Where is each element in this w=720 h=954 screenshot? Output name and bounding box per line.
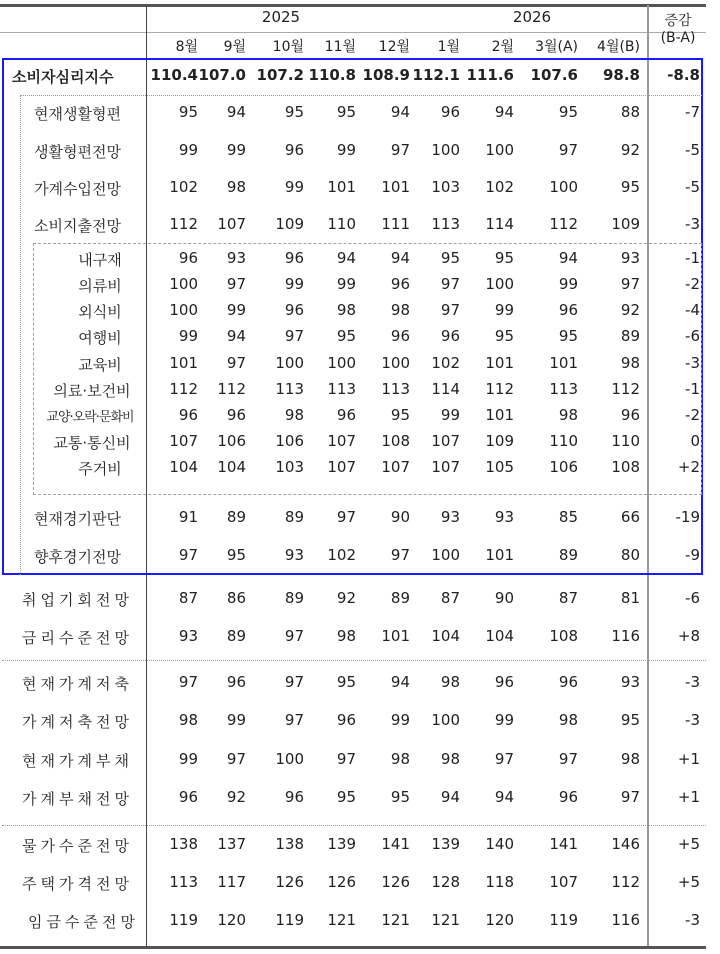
value-cell: 107: [431, 458, 460, 476]
value-cell: 96: [390, 327, 410, 345]
value-cell: 98: [178, 711, 198, 729]
value-cell: 93: [178, 627, 198, 645]
value-cell: 97: [558, 750, 578, 768]
value-cell: 94: [390, 673, 410, 691]
value-cell: 98: [390, 301, 410, 319]
value-cell: 107.6: [530, 66, 578, 84]
diff-cell: -1: [685, 380, 700, 398]
value-cell: 92: [336, 589, 356, 607]
row-label: 가계부채전망: [22, 790, 133, 808]
value-cell: 96: [558, 301, 578, 319]
diff-cell: -4: [685, 301, 700, 319]
month-header: 8월: [175, 39, 198, 55]
value-cell: 95: [284, 103, 304, 121]
value-cell: 96: [440, 103, 460, 121]
value-cell: 100: [327, 354, 356, 372]
diff-cell: +1: [677, 750, 700, 768]
value-cell: 99: [284, 275, 304, 293]
value-cell: 97: [620, 275, 640, 293]
value-cell: 101: [549, 354, 578, 372]
value-cell: 112: [611, 873, 640, 891]
value-cell: 109: [275, 215, 304, 233]
value-cell: 99: [226, 141, 246, 159]
value-cell: 101: [381, 627, 410, 645]
value-cell: 126: [275, 873, 304, 891]
value-cell: 89: [284, 589, 304, 607]
value-cell: 113: [431, 215, 460, 233]
value-cell: 93: [440, 508, 460, 526]
value-cell: 98: [440, 673, 460, 691]
value-cell: 80: [620, 546, 640, 564]
row-label: 소비자심리지수: [12, 68, 114, 86]
value-cell: 89: [284, 508, 304, 526]
value-cell: 99: [440, 406, 460, 424]
value-cell: 111: [381, 215, 410, 233]
year-header-2025: 2025: [261, 8, 301, 26]
value-cell: 113: [549, 380, 578, 398]
value-cell: 107: [431, 432, 460, 450]
diff-cell: -8.8: [667, 66, 700, 84]
value-cell: 120: [485, 911, 514, 929]
header-divider: [0, 32, 146, 33]
value-cell: 110: [327, 215, 356, 233]
diff-cell: -7: [685, 103, 700, 121]
diff-cell: -6: [685, 327, 700, 345]
value-cell: 97: [558, 141, 578, 159]
value-cell: 92: [620, 301, 640, 319]
row-label: 교육비: [78, 356, 122, 374]
value-cell: 96: [178, 249, 198, 267]
diff-cell: -3: [685, 215, 700, 233]
value-cell: 102: [431, 354, 460, 372]
value-cell: 98: [284, 406, 304, 424]
value-cell: 102: [169, 178, 198, 196]
row-label: 현재경기판단: [34, 510, 121, 528]
row-label: 여행비: [78, 329, 122, 347]
value-cell: 93: [284, 546, 304, 564]
month-header: 4월(B): [597, 39, 640, 55]
value-cell: 98: [336, 301, 356, 319]
row-label: 현재생활형편: [34, 105, 121, 123]
value-cell: 119: [169, 911, 198, 929]
diff-cell: +1: [677, 788, 700, 806]
value-cell: 99: [336, 275, 356, 293]
value-cell: 96: [558, 673, 578, 691]
diff-cell: +2: [677, 458, 700, 476]
value-cell: 96: [558, 788, 578, 806]
value-cell: 97: [390, 141, 410, 159]
row-label: 취업기회전망: [22, 591, 133, 609]
row-label: 내구재: [78, 251, 122, 269]
value-cell: 112: [611, 380, 640, 398]
value-cell: 96: [620, 406, 640, 424]
value-cell: 97: [226, 750, 246, 768]
row-label: 외식비: [78, 303, 122, 321]
value-cell: 139: [327, 835, 356, 853]
value-cell: 100: [169, 275, 198, 293]
value-cell: 108: [611, 458, 640, 476]
value-cell: 96: [284, 249, 304, 267]
value-cell: 97: [178, 546, 198, 564]
row-label: 향후경기전망: [34, 548, 121, 566]
value-cell: 98: [336, 627, 356, 645]
row-separator: [2, 825, 706, 826]
value-cell: 96: [226, 673, 246, 691]
value-cell: 100: [275, 750, 304, 768]
value-cell: 96: [284, 301, 304, 319]
value-cell: 98: [558, 711, 578, 729]
value-cell: 89: [390, 589, 410, 607]
diff-cell: -3: [685, 673, 700, 691]
month-header: 3월(A): [535, 39, 578, 55]
value-cell: 138: [275, 835, 304, 853]
value-cell: 100: [431, 141, 460, 159]
value-cell: 138: [169, 835, 198, 853]
row-label: 임금수준전망: [28, 913, 139, 931]
value-cell: 116: [611, 911, 640, 929]
value-cell: 99: [178, 750, 198, 768]
value-cell: 101: [485, 406, 514, 424]
value-cell: 98: [620, 354, 640, 372]
value-cell: 95: [558, 103, 578, 121]
value-cell: 89: [226, 627, 246, 645]
value-cell: 119: [549, 911, 578, 929]
value-cell: 96: [178, 406, 198, 424]
value-cell: 98: [440, 750, 460, 768]
value-cell: 101: [381, 178, 410, 196]
value-cell: 103: [431, 178, 460, 196]
value-cell: 116: [611, 627, 640, 645]
value-cell: 107: [381, 458, 410, 476]
value-cell: 96: [494, 673, 514, 691]
value-cell: 101: [485, 546, 514, 564]
value-cell: 107: [169, 432, 198, 450]
value-cell: 99: [336, 141, 356, 159]
value-cell: 108: [381, 432, 410, 450]
value-cell: 113: [327, 380, 356, 398]
value-cell: 97: [178, 673, 198, 691]
value-cell: 120: [217, 911, 246, 929]
row-label: 의류비: [78, 277, 122, 295]
value-cell: 92: [226, 788, 246, 806]
value-cell: 107.2: [256, 66, 304, 84]
row-label: 교통·통신비: [53, 434, 131, 452]
value-cell: 94: [226, 327, 246, 345]
row-label: 현재가계부채: [22, 752, 133, 770]
value-cell: 102: [485, 178, 514, 196]
value-cell: 107: [327, 458, 356, 476]
value-cell: 100: [275, 354, 304, 372]
value-cell: 96: [336, 711, 356, 729]
value-cell: 103: [275, 458, 304, 476]
value-cell: 137: [217, 835, 246, 853]
value-cell: 100: [485, 141, 514, 159]
value-cell: 94: [440, 788, 460, 806]
diff-cell: -3: [685, 354, 700, 372]
value-cell: 113: [275, 380, 304, 398]
diff-cell: 0: [690, 432, 700, 450]
value-cell: 98: [620, 750, 640, 768]
value-cell: 108: [549, 627, 578, 645]
value-cell: 112: [169, 215, 198, 233]
value-cell: 95: [336, 103, 356, 121]
diff-cell: -5: [685, 141, 700, 159]
value-cell: 141: [549, 835, 578, 853]
value-cell: 119: [275, 911, 304, 929]
value-cell: 88: [620, 103, 640, 121]
value-cell: 93: [620, 673, 640, 691]
value-cell: 93: [226, 249, 246, 267]
value-cell: 87: [178, 589, 198, 607]
value-cell: 107.0: [198, 66, 246, 84]
value-cell: 126: [381, 873, 410, 891]
value-cell: 99: [226, 301, 246, 319]
row-label: 현재가계저축: [22, 675, 133, 693]
value-cell: 112.1: [412, 66, 460, 84]
row-label: 주택가격전망: [22, 875, 133, 893]
value-cell: 89: [620, 327, 640, 345]
diff-cell: -3: [685, 911, 700, 929]
value-cell: 107: [327, 432, 356, 450]
value-cell: 97: [336, 508, 356, 526]
value-cell: 100: [169, 301, 198, 319]
value-cell: 114: [485, 215, 514, 233]
value-cell: 95: [494, 327, 514, 345]
value-cell: 112: [217, 380, 246, 398]
value-cell: 94: [494, 788, 514, 806]
value-cell: 100: [485, 275, 514, 293]
value-cell: 90: [494, 589, 514, 607]
diff-cell: -1: [685, 249, 700, 267]
value-cell: 101: [485, 354, 514, 372]
value-cell: 96: [284, 141, 304, 159]
value-cell: 109: [611, 215, 640, 233]
value-cell: 99: [284, 178, 304, 196]
value-cell: 92: [620, 141, 640, 159]
month-header: 11월: [324, 39, 356, 55]
value-cell: 94: [336, 249, 356, 267]
value-cell: 109: [485, 432, 514, 450]
value-cell: 110: [549, 432, 578, 450]
month-header: 2월: [491, 39, 514, 55]
value-cell: 113: [169, 873, 198, 891]
value-cell: 87: [440, 589, 460, 607]
value-cell: 139: [431, 835, 460, 853]
diff-cell: -9: [685, 546, 700, 564]
diff-cell: -19: [675, 508, 700, 526]
value-cell: 104: [431, 627, 460, 645]
table-top-border: [0, 4, 706, 7]
value-cell: 121: [431, 911, 460, 929]
value-cell: 95: [494, 249, 514, 267]
row-label: 소비지출전망: [34, 217, 121, 235]
diff-header-sub: (B-A): [660, 30, 696, 46]
value-cell: 121: [327, 911, 356, 929]
value-cell: 94: [558, 249, 578, 267]
value-cell: 97: [494, 750, 514, 768]
month-header: 1월: [437, 39, 460, 55]
value-cell: 112: [549, 215, 578, 233]
value-cell: 94: [494, 103, 514, 121]
value-cell: 110: [611, 432, 640, 450]
value-cell: 95: [336, 327, 356, 345]
value-cell: 118: [485, 873, 514, 891]
row-separator: [20, 95, 702, 96]
value-cell: 101: [327, 178, 356, 196]
row-label: 금리수준전망: [22, 629, 133, 647]
value-cell: 97: [284, 673, 304, 691]
row-label: 주거비: [78, 460, 122, 478]
value-cell: 94: [390, 103, 410, 121]
value-cell: 100: [431, 546, 460, 564]
value-cell: 94: [390, 249, 410, 267]
diff-cell: -5: [685, 178, 700, 196]
value-cell: 89: [558, 546, 578, 564]
value-cell: 104: [217, 458, 246, 476]
value-cell: 141: [381, 835, 410, 853]
value-cell: 95: [558, 327, 578, 345]
value-cell: 97: [284, 327, 304, 345]
value-cell: 97: [620, 788, 640, 806]
value-cell: 117: [217, 873, 246, 891]
value-cell: 97: [284, 711, 304, 729]
value-cell: 100: [381, 354, 410, 372]
value-cell: 95: [336, 788, 356, 806]
value-cell: 93: [494, 508, 514, 526]
header-divider: [146, 32, 706, 33]
row-label: 물가수준전망: [22, 837, 133, 855]
value-cell: 97: [440, 301, 460, 319]
value-cell: 87: [558, 589, 578, 607]
value-cell: 112: [169, 380, 198, 398]
value-cell: 96: [440, 327, 460, 345]
value-cell: 97: [226, 354, 246, 372]
value-cell: 96: [390, 275, 410, 293]
diff-cell: -6: [685, 589, 700, 607]
year-header-2026: 2026: [512, 8, 552, 26]
row-label: 생활형편전망: [34, 143, 121, 161]
value-cell: 81: [620, 589, 640, 607]
value-cell: 140: [485, 835, 514, 853]
value-cell: 97: [390, 546, 410, 564]
month-header: 9월: [223, 39, 246, 55]
table-bottom-border: [0, 946, 706, 949]
diff-header: 증감: [664, 13, 692, 29]
value-cell: 96: [336, 406, 356, 424]
value-cell: 101: [169, 354, 198, 372]
value-cell: 95: [390, 788, 410, 806]
value-cell: 112: [485, 380, 514, 398]
value-cell: 99: [494, 301, 514, 319]
value-cell: 126: [327, 873, 356, 891]
value-cell: 98: [226, 178, 246, 196]
value-cell: 86: [226, 589, 246, 607]
value-cell: 98.8: [602, 66, 640, 84]
value-cell: 100: [549, 178, 578, 196]
value-cell: 98: [390, 750, 410, 768]
value-cell: 99: [178, 327, 198, 345]
diff-cell: +5: [677, 835, 700, 853]
month-header: 12월: [378, 39, 410, 55]
value-cell: 104: [485, 627, 514, 645]
value-cell: 100: [431, 711, 460, 729]
value-cell: 95: [336, 673, 356, 691]
value-cell: 99: [178, 141, 198, 159]
value-cell: 66: [620, 508, 640, 526]
row-label: 가계수입전망: [34, 180, 121, 198]
value-cell: 99: [494, 711, 514, 729]
diff-cell: -2: [685, 406, 700, 424]
value-cell: 99: [558, 275, 578, 293]
value-cell: 97: [226, 275, 246, 293]
value-cell: 96: [178, 788, 198, 806]
value-cell: 128: [431, 873, 460, 891]
value-cell: 95: [440, 249, 460, 267]
value-cell: 105: [485, 458, 514, 476]
diff-cell: -2: [685, 275, 700, 293]
value-cell: 107: [549, 873, 578, 891]
value-cell: 95: [178, 103, 198, 121]
value-cell: 106: [217, 432, 246, 450]
diff-cell: +8: [677, 627, 700, 645]
value-cell: 97: [440, 275, 460, 293]
row-label: 의료·보건비: [53, 382, 131, 400]
month-header: 10월: [272, 39, 304, 55]
value-cell: 106: [275, 432, 304, 450]
value-cell: 99: [390, 711, 410, 729]
value-cell: 113: [381, 380, 410, 398]
value-cell: 97: [284, 627, 304, 645]
value-cell: 107: [217, 215, 246, 233]
row-label: 교양·오락·문화비: [46, 410, 134, 425]
value-cell: 94: [226, 103, 246, 121]
value-cell: 106: [549, 458, 578, 476]
value-cell: 90: [390, 508, 410, 526]
group-left-border: [20, 95, 21, 575]
value-cell: 98: [558, 406, 578, 424]
value-cell: 102: [327, 546, 356, 564]
value-cell: 95: [390, 406, 410, 424]
value-cell: 110.8: [308, 66, 356, 84]
value-cell: 104: [169, 458, 198, 476]
value-cell: 96: [226, 406, 246, 424]
value-cell: 121: [381, 911, 410, 929]
value-cell: 114: [431, 380, 460, 398]
row-separator: [2, 660, 706, 661]
diff-cell: +5: [677, 873, 700, 891]
value-cell: 110.4: [150, 66, 198, 84]
value-cell: 85: [558, 508, 578, 526]
value-cell: 99: [226, 711, 246, 729]
value-cell: 146: [611, 835, 640, 853]
row-label: 가계저축전망: [22, 713, 133, 731]
value-cell: 111.6: [466, 66, 514, 84]
value-cell: 91: [178, 508, 198, 526]
value-cell: 96: [284, 788, 304, 806]
value-cell: 95: [620, 178, 640, 196]
value-cell: 93: [620, 249, 640, 267]
value-cell: 108.9: [362, 66, 410, 84]
value-cell: 95: [226, 546, 246, 564]
value-cell: 97: [336, 750, 356, 768]
value-cell: 89: [226, 508, 246, 526]
diff-cell: -3: [685, 711, 700, 729]
value-cell: 95: [620, 711, 640, 729]
